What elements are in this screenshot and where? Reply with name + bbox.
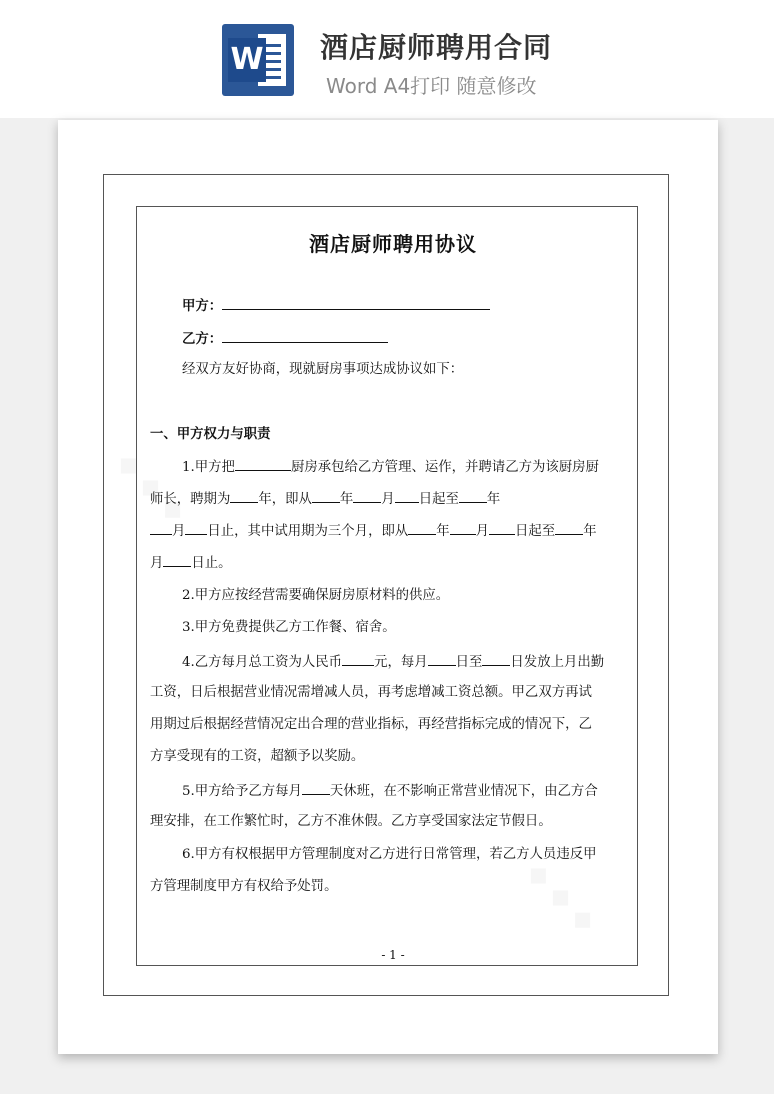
banner-subtitle: Word A4打印 随意修改 [326,74,537,98]
party-a-label: 甲方： [182,298,223,314]
fill-blank[interactable] [150,521,172,535]
clause-text: 日起至 [418,492,459,507]
clause-text: 日起至 [515,524,556,539]
fill-blank[interactable] [428,652,456,666]
fill-blank[interactable] [395,489,419,503]
clause-text: 师长，聘期为 [150,492,231,507]
intro-paragraph: 经双方友好协商，现就厨房事项达成协议如下： [182,362,464,377]
clause-1-line-2 [150,489,500,509]
clause-text: 5.甲方给予乙方每月 [182,784,302,799]
clause-4-line-1 [182,652,604,672]
party-a-blank[interactable] [222,296,490,310]
document-body [150,206,636,966]
fill-blank[interactable] [312,489,340,503]
clause-3: 3.甲方免费提供乙方工作餐、宿舍。 [182,620,396,635]
page-number: - 1 - [381,948,405,962]
fill-blank[interactable] [235,457,291,471]
clause-text: 年 [583,524,597,539]
clause-text: 元，每月 [374,655,428,670]
clause-text: 1.甲方把 [182,460,235,475]
clause-text: 天休班，在不影响正常营业情况下，由乙方合 [329,784,598,799]
fill-blank[interactable] [408,521,436,535]
fill-blank[interactable] [342,652,374,666]
banner-title: 酒店厨师聘用合同 [320,31,553,64]
clause-text: 月 [172,524,186,539]
clause-text: 厨房承包给乙方管理、运作，并聘请乙方为该厨房厨 [290,460,599,475]
clause-1-line-3 [150,521,597,541]
clause-text: 年 [436,524,450,539]
fill-blank[interactable] [555,521,583,535]
document-title: 酒店厨师聘用协议 [309,232,477,256]
clause-1-line-4 [150,553,232,573]
clause-2: 2.甲方应按经营需要确保厨房原材料的供应。 [182,588,450,603]
clause-text: 年 [486,492,501,507]
fill-blank[interactable] [163,553,191,567]
party-b-blank[interactable] [222,329,388,343]
fill-blank[interactable] [450,521,476,535]
section-heading: 一、甲方权力与职责 [150,426,271,442]
clause-4-line-3: 用期过后根据经营情况定出合理的营业指标，再经营指标完成的情况下，乙 [150,717,592,732]
clause-4-line-4: 方享受现有的工资，超额予以奖励。 [150,749,365,764]
clause-text: 月 [475,524,490,539]
clause-text: 月 [150,556,164,571]
clause-5-line-1 [182,781,598,801]
header-banner [0,0,774,118]
clause-6-line-1: 6.甲方有权根据甲方管理制度对乙方进行日常管理，若乙方人员违反甲 [182,847,597,862]
clause-text: 日止，其中试用期为三个月，即从 [207,524,409,539]
fill-blank[interactable] [185,521,207,535]
clause-1-line-1 [182,457,599,477]
fill-blank[interactable] [302,781,330,795]
clause-text: 日止。 [191,556,232,571]
party-a-line [182,296,490,315]
fill-blank[interactable] [489,521,515,535]
fill-blank[interactable] [482,652,510,666]
word-icon-letter: W [228,38,266,82]
party-b-label: 乙方： [182,331,223,347]
clause-text: 日至 [455,655,483,670]
fill-blank[interactable] [353,489,381,503]
party-b-line [182,329,388,348]
clause-6-line-2: 方管理制度甲方有权给予处罚。 [150,879,338,894]
clause-text: 年 [339,492,354,507]
clause-text: 4.乙方每月总工资为人民币 [182,655,343,670]
word-doc-icon [222,24,294,96]
clause-text: 年，即从 [258,492,312,507]
fill-blank[interactable] [230,489,258,503]
clause-text: 日发放上月出勤 [510,655,605,670]
fill-blank[interactable] [459,489,487,503]
clause-4-line-2: 工资，日后根据营业情况需增减人员，再考虑增减工资总额。甲乙双方再试 [150,685,592,700]
clause-5-line-2: 理安排，在工作繁忙时，乙方不准休假。乙方享受国家法定节假日。 [150,814,552,829]
clause-text: 月 [381,492,395,507]
